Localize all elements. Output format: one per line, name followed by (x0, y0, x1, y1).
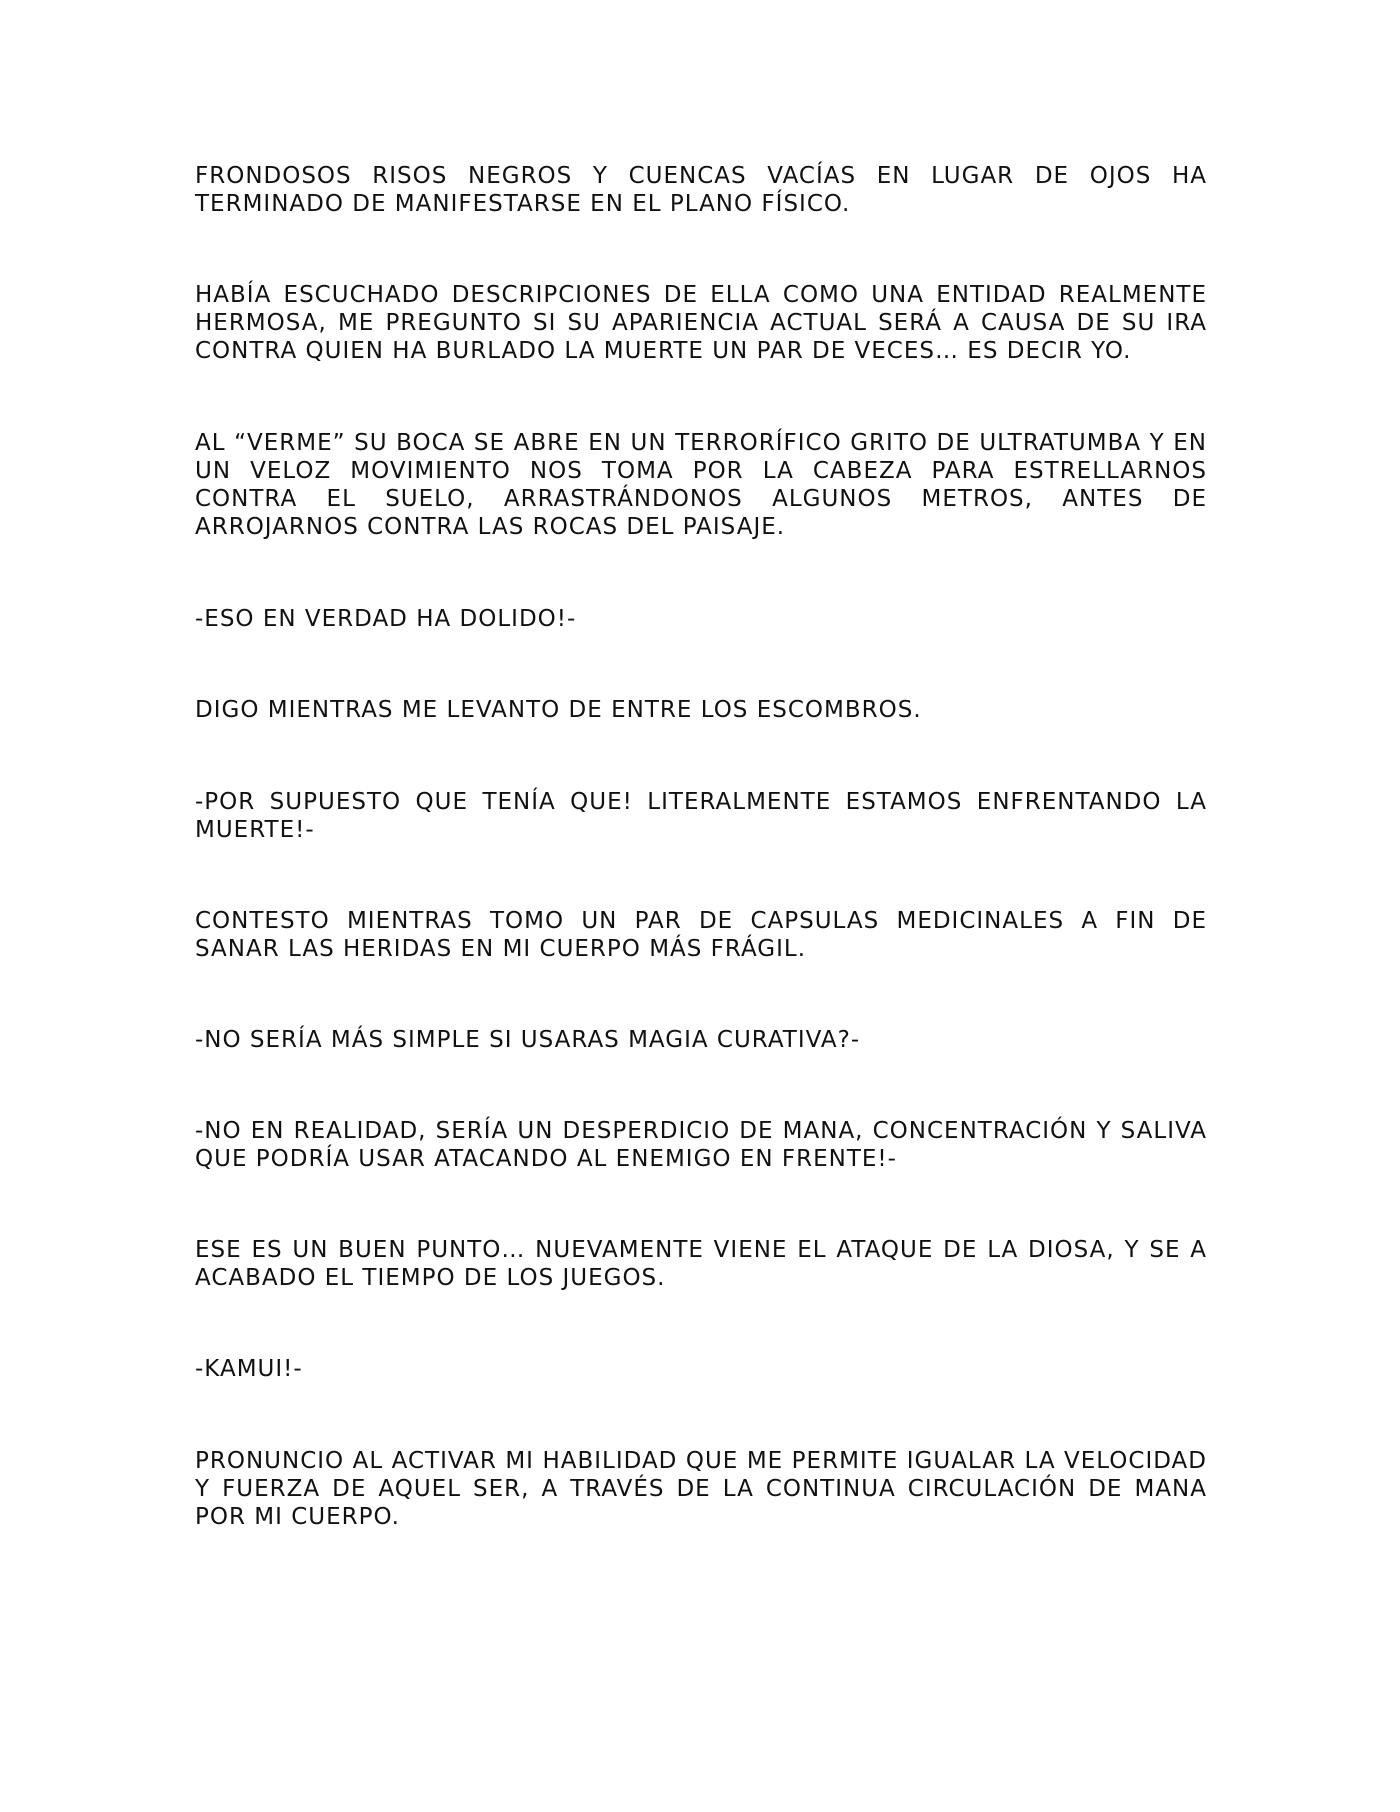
paragraph-ability: PRONUNCIO AL ACTIVAR MI HABILIDAD QUE ME PERMITE IGUALAR LA VELOCIDAD Y FUERZA DE AQUEL SER, A TRAVÉS DE LA CONTINUA CIRCULACIÓN DE MANA POR MI CUERPO. (195, 1448, 1207, 1530)
paragraph-capsules: CONTESTO MIENTRAS TOMO UN PAR DE CAPSULAS MEDICINALES A FIN DE SANAR LAS HERIDAS EN MI CUERPO MÁS FRÁGIL. (195, 908, 1207, 962)
paragraph-descriptions: HABÍA ESCUCHADO DESCRIPCIONES DE ELLA COMO UNA ENTIDAD REALMENTE HERMOSA, ME PREGUNTO SI SU APARIENCIA ACTUAL SERÁ A CAUSA DE SU IRA CONTRA QUIEN HA BURLADO LA MUERTE UN PAR DE VECES… ES DECIR YO. (195, 282, 1207, 364)
paragraph-getting-up: DIGO MIENTRAS ME LEVANTO DE ENTRE LOS ESCOMBROS. (195, 697, 922, 723)
dialogue-facing-death: -POR SUPUESTO QUE TENÍA QUE! LITERALMENTE ESTAMOS ENFRENTANDO LA MUERTE!- (195, 789, 1207, 843)
paragraph-scream-attack: AL “VERME” SU BOCA SE ABRE EN UN TERRORÍFICO GRITO DE ULTRATUMBA Y EN UN VELOZ MOVIMIENTO NOS TOMA POR LA CABEZA PARA ESTRELLARNOS CONTRA EL SUELO, ARRASTRÁNDONOS ALGUNOS METROS, ANTES DE ARROJARNOS CONTRA LAS ROCAS DEL PAISAJE. (195, 430, 1207, 540)
paragraph-goddess-attack: ESE ES UN BUEN PUNTO… NUEVAMENTE VIENE EL ATAQUE DE LA DIOSA, Y SE A ACABADO EL TIEMPO DE LOS JUEGOS. (195, 1237, 1207, 1291)
paragraph-manifestation: FRONDOSOS RISOS NEGROS Y CUENCAS VACÍAS EN LUGAR DE OJOS HA TERMINADO DE MANIFESTARSE EN EL PLANO FÍSICO. (195, 163, 1207, 217)
dialogue-waste-of-mana: -NO EN REALIDAD, SERÍA UN DESPERDICIO DE MANA, CONCENTRACIÓN Y SALIVA QUE PODRÍA USAR ATACANDO AL ENEMIGO EN FRENTE!- (195, 1118, 1207, 1172)
dialogue-healing-magic: -NO SERÍA MÁS SIMPLE SI USARAS MAGIA CURATIVA?- (195, 1027, 861, 1053)
dialogue-it-hurt: -ESO EN VERDAD HA DOLIDO!- (195, 606, 577, 632)
dialogue-kamui: -KAMUI!- (195, 1356, 303, 1382)
